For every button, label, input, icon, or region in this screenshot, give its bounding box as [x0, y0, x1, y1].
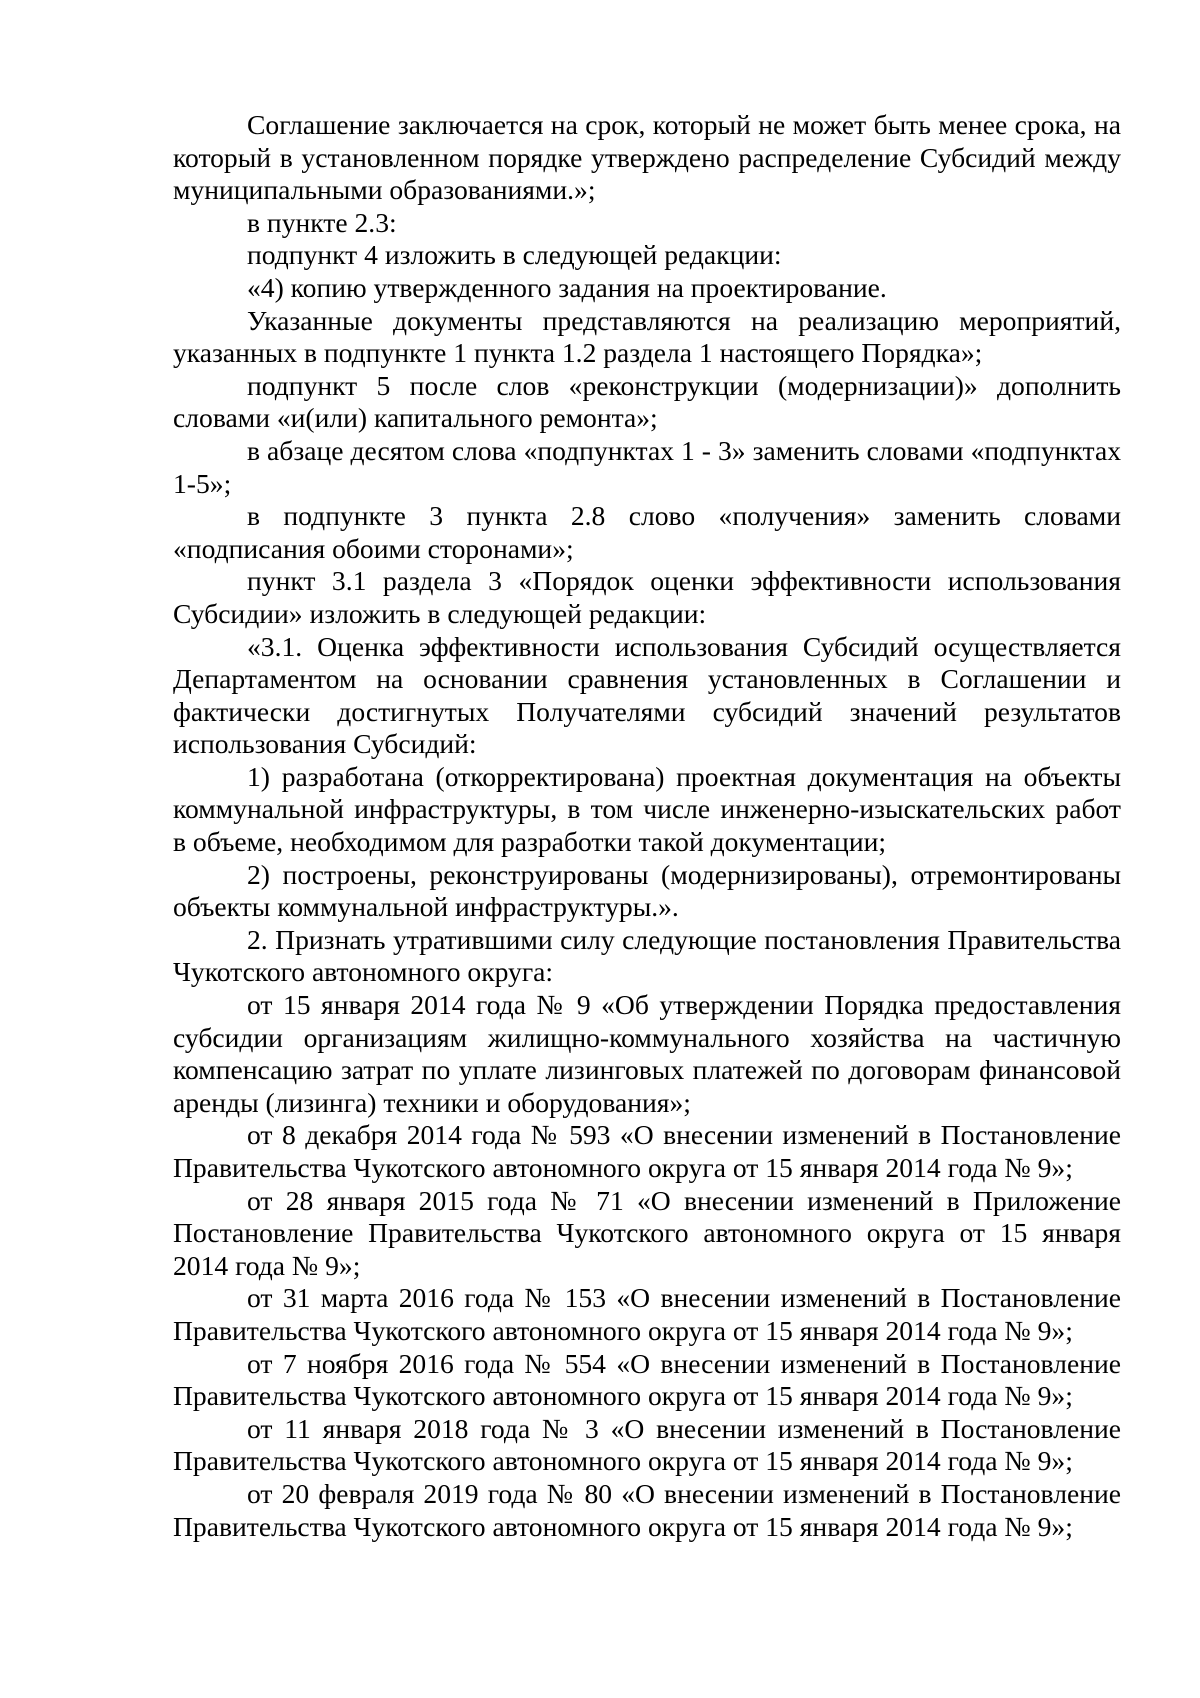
- paragraph: подпункт 5 после слов «реконструкции (модернизации)» дополнить словами «и(или) капитального ремонта»;: [173, 369, 1121, 434]
- paragraph: 2. Признать утратившими силу следующие постановления Правительства Чукотского автономного округа:: [173, 923, 1121, 988]
- paragraph: от 31 марта 2016 года № 153 «О внесении изменений в Постановление Правительства Чукотского автономного округа от 15 января 2014 года № 9»;: [173, 1282, 1121, 1346]
- paragraph: Соглашение заключается на срок, который не может быть менее срока, на который в установленном порядке утверждено распределение Субсидий между муниципальными образованиями.»;: [173, 109, 1121, 206]
- paragraph: 1) разработана (откорректирована) проектная документация на объекты коммунальной инфраструктуры, в том числе инженерно-изыскательских работ в объеме, необходимом для разработки такой документации;: [173, 760, 1121, 858]
- paragraph: от 11 января 2018 года № 3 «О внесении изменений в Постановление Правительства Чукотского автономного округа от 15 января 2014 года № 9»;: [173, 1412, 1121, 1477]
- paragraph: в пункте 2.3:: [247, 206, 397, 238]
- paragraph: в абзаце десятом слова «подпунктах 1 - 3» заменить словами «подпунктах 1-5»;: [173, 434, 1121, 499]
- document-page: [173, 109, 1121, 1543]
- paragraph: от 8 декабря 2014 года № 593 «О внесении изменений в Постановление Правительства Чукотского автономного округа от 15 января 2014 года № 9»;: [173, 1119, 1121, 1183]
- paragraph: от 7 ноября 2016 года № 554 «О внесении изменений в Постановление Правительства Чукотского автономного округа от 15 января 2014 года № 9»;: [173, 1347, 1121, 1412]
- paragraph: в подпункте 3 пункта 2.8 слово «получения» заменить словами «подписания обоими сторонами»;: [173, 500, 1121, 564]
- paragraph: пункт 3.1 раздела 3 «Порядок оценки эффективности использования Субсидии» изложить в следующей редакции:: [173, 565, 1121, 629]
- paragraph: подпункт 4 изложить в следующей редакции:: [247, 239, 782, 271]
- paragraph: 2) построены, реконструированы (модернизированы), отремонтированы объекты коммунальной инфраструктуры.».: [173, 858, 1121, 923]
- paragraph: от 28 января 2015 года № 71 «О внесении изменений в Приложение Постановление Правительства Чукотского автономного округа от 15 января 2014 года № 9»;: [173, 1184, 1121, 1281]
- paragraph: от 20 февраля 2019 года № 80 «О внесении изменений в Постановление Правительства Чукотского автономного округа от 15 января 2014 года № 9»;: [173, 1477, 1121, 1542]
- paragraph: от 15 января 2014 года № 9 «Об утверждении Порядка предоставления субсидии организациям жилищно-коммунального хозяйства на частичную компенсацию затрат по уплате лизинговых платежей по договорам финансовой аренды (лизинга) техники и оборудования»;: [173, 989, 1121, 1118]
- paragraph: Указанные документы представляются на реализацию мероприятий, указанных в подпункте 1 пункта 1.2 раздела 1 настоящего Порядка»;: [173, 304, 1121, 369]
- paragraph: «4) копию утвержденного задания на проектирование.: [247, 271, 887, 303]
- paragraph: «3.1. Оценка эффективности использования Субсидий осуществляется Департаментом на основании сравнения установленных в Соглашении и фактически достигнутых Получателями субсидий значений результатов использования Субсидий:: [173, 630, 1121, 760]
